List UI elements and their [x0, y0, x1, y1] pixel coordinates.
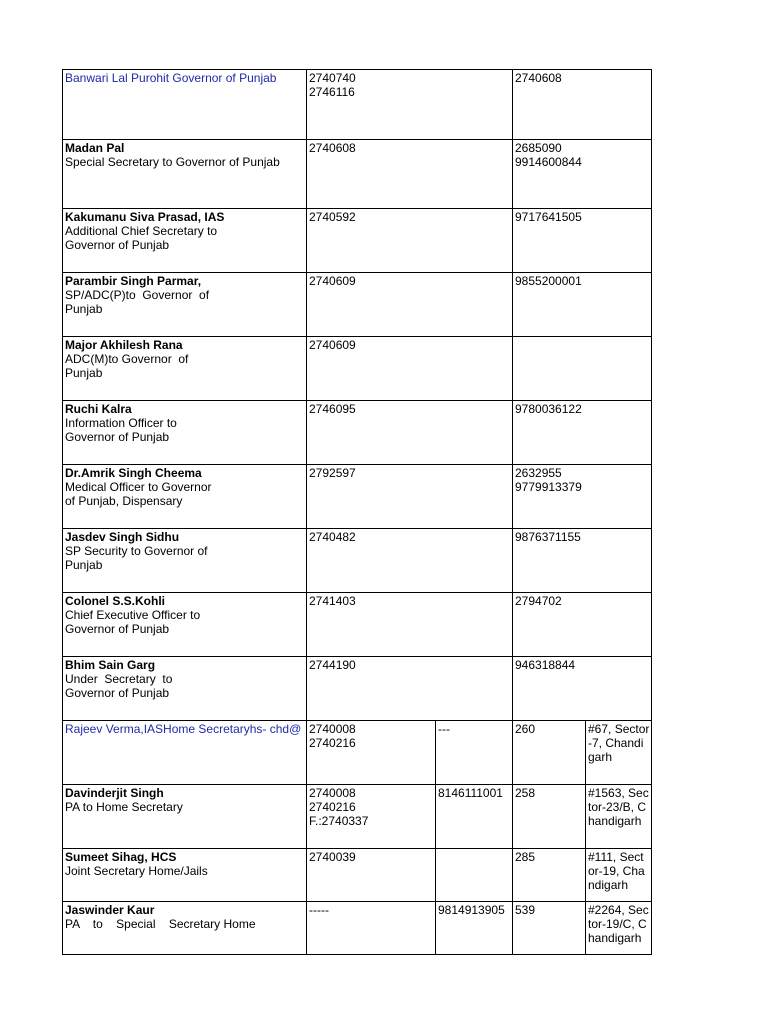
extension-cell	[513, 902, 586, 955]
table-row	[63, 337, 652, 401]
mobile-numbers: 8146111001	[438, 786, 503, 800]
phone-numbers: 2792597	[309, 466, 356, 480]
official-cell	[63, 902, 307, 955]
mobile-cell	[513, 465, 652, 529]
phone-numbers: 2744190	[309, 658, 356, 672]
residence-address: #1563, Sector-23/B, Chandigarh	[588, 786, 649, 828]
table-row	[63, 902, 652, 955]
official-name: Rajeev Verma,IASHome Secretaryhs- chd@	[65, 722, 302, 736]
official-cell	[63, 337, 307, 401]
official-cell	[63, 465, 307, 529]
official-name: Banwari Lal Purohit Governor of Punjab	[65, 71, 277, 85]
official-name: Madan Pal	[65, 141, 125, 155]
phone-numbers: -----	[309, 903, 329, 917]
directory-table	[62, 69, 652, 955]
official-cell	[63, 593, 307, 657]
official-name: Colonel S.S.Kohli	[65, 594, 166, 608]
official-name: Parambir Singh Parmar,	[65, 274, 202, 288]
phone-numbers: 2740008 2740216	[309, 722, 356, 750]
official-title: PA to Special Secretary Home	[65, 917, 256, 931]
mobile-numbers: 2632955 9779913379	[515, 466, 582, 494]
official-title: Special Secretary to Governor of Punjab	[65, 155, 280, 169]
table-row	[63, 140, 652, 209]
mobile-cell	[513, 401, 652, 465]
mobile-cell	[436, 849, 513, 902]
extension-number: 260	[515, 722, 536, 736]
table-row	[63, 721, 652, 785]
official-cell	[63, 140, 307, 209]
mobile-numbers: 2740608	[515, 71, 562, 85]
official-cell	[63, 70, 307, 140]
official-title: PA to Home Secretary	[65, 800, 183, 814]
mobile-cell	[513, 657, 652, 721]
official-name: Davinderjit Singh	[65, 786, 164, 800]
table-row	[63, 593, 652, 657]
phone-numbers: 2740740 2746116	[309, 71, 356, 99]
official-title: Information Officer to Governor of Punjab	[65, 416, 177, 444]
phone-cell	[307, 140, 513, 209]
phone-cell	[307, 209, 513, 273]
mobile-cell	[513, 529, 652, 593]
residence-address: #67, Sector-7, Chandigarh	[588, 722, 650, 764]
phone-cell	[307, 657, 513, 721]
mobile-cell	[513, 593, 652, 657]
official-cell	[63, 721, 307, 785]
table-row	[63, 785, 652, 849]
extension-cell	[513, 849, 586, 902]
extension-number: 285	[515, 850, 536, 864]
extension-number: 539	[515, 903, 536, 917]
table-row	[63, 465, 652, 529]
official-title: Chief Executive Officer to Governor of Punjab	[65, 608, 201, 636]
address-cell	[586, 849, 652, 902]
mobile-cell	[513, 209, 652, 273]
mobile-numbers: 9876371155	[515, 530, 581, 544]
mobile-numbers: 9780036122	[515, 402, 582, 416]
official-name: Major Akhilesh Rana	[65, 338, 183, 352]
residence-address: #111, Sector-19, Chandigarh	[588, 850, 645, 892]
official-title: Additional Chief Secretary to Governor of Punjab	[65, 224, 218, 252]
mobile-numbers: 2794702	[515, 594, 562, 608]
table-row	[63, 657, 652, 721]
phone-cell	[307, 902, 436, 955]
official-title: Under Secretary to Governor of Punjab	[65, 672, 173, 700]
phone-numbers: 2740482	[309, 530, 356, 544]
table-row	[63, 70, 652, 140]
address-cell	[586, 785, 652, 849]
official-title: Joint Secretary Home/Jails	[65, 864, 208, 878]
phone-cell	[307, 529, 513, 593]
official-name: Dr.Amrik Singh Cheema	[65, 466, 202, 480]
extension-number: 258	[515, 786, 536, 800]
phone-cell	[307, 70, 513, 140]
phone-numbers: 2740592	[309, 210, 356, 224]
official-cell	[63, 529, 307, 593]
official-title: ADC(M)to Governor of Punjab	[65, 352, 189, 380]
table-row	[63, 849, 652, 902]
official-name: Bhim Sain Garg	[65, 658, 156, 672]
phone-cell	[307, 593, 513, 657]
address-cell	[586, 721, 652, 785]
phone-numbers: 2740608	[309, 141, 356, 155]
official-name: Jaswinder Kaur	[65, 903, 155, 917]
official-cell	[63, 849, 307, 902]
mobile-numbers: 9814913905	[438, 903, 505, 917]
phone-numbers: 2746095	[309, 402, 356, 416]
phone-cell	[307, 849, 436, 902]
mobile-cell	[513, 70, 652, 140]
table-row	[63, 401, 652, 465]
official-cell	[63, 657, 307, 721]
official-title: SP/ADC(P)to Governor of Punjab	[65, 288, 210, 316]
mobile-cell	[513, 273, 652, 337]
phone-cell	[307, 337, 513, 401]
mobile-cell	[513, 140, 652, 209]
phone-cell	[307, 465, 513, 529]
phone-numbers: 2740609	[309, 338, 356, 352]
table-row	[63, 529, 652, 593]
phone-numbers: 2740008 2740216 F.:2740337	[309, 786, 369, 828]
mobile-cell	[436, 785, 513, 849]
official-name: Jasdev Singh Sidhu	[65, 530, 180, 544]
official-cell	[63, 401, 307, 465]
mobile-cell	[436, 721, 513, 785]
official-cell	[63, 785, 307, 849]
mobile-cell	[513, 337, 652, 401]
phone-cell	[307, 721, 436, 785]
table-row	[63, 273, 652, 337]
phone-numbers: 2740039	[309, 850, 356, 864]
phone-cell	[307, 785, 436, 849]
official-cell	[63, 209, 307, 273]
phone-cell	[307, 273, 513, 337]
phone-numbers: 2740609	[309, 274, 356, 288]
official-name: Kakumanu Siva Prasad, IAS	[65, 210, 225, 224]
address-cell	[586, 902, 652, 955]
official-cell	[63, 273, 307, 337]
mobile-numbers: 9717641505	[515, 210, 582, 224]
phone-cell	[307, 401, 513, 465]
mobile-cell	[436, 902, 513, 955]
mobile-numbers: 946318844	[515, 658, 576, 672]
mobile-numbers: ---	[438, 722, 450, 736]
official-name: Sumeet Sihag, HCS	[65, 850, 177, 864]
residence-address: #2264, Sector-19/C, Chandigarh	[588, 903, 649, 945]
table-row	[63, 209, 652, 273]
mobile-numbers: 9855200001	[515, 274, 582, 288]
mobile-numbers: 2685090 9914600844	[515, 141, 582, 169]
extension-cell	[513, 721, 586, 785]
phone-numbers: 2741403	[309, 594, 356, 608]
official-title: Medical Officer to Governor of Punjab, Dispensary	[65, 480, 212, 508]
extension-cell	[513, 785, 586, 849]
official-title: SP Security to Governor of Punjab	[65, 544, 208, 572]
official-name: Ruchi Kalra	[65, 402, 132, 416]
